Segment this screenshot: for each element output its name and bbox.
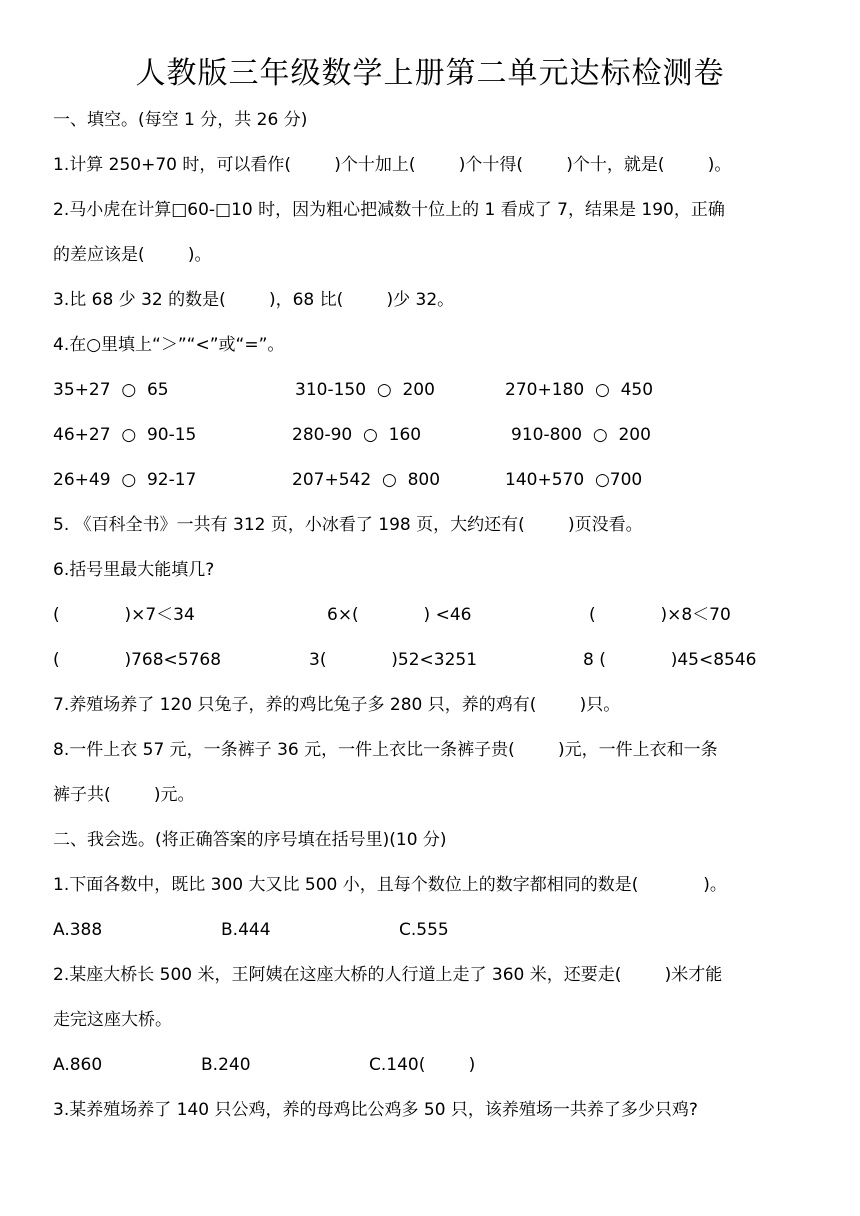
question-1-8-line-2: 裤子共( )元。 — [53, 785, 195, 805]
fill-item: 8 ( )45<8546 — [583, 650, 757, 670]
compare-item: 26+49 ○ 92-17 — [53, 470, 197, 490]
question-1-7: 7.养殖场养了 120 只兔子，养的鸡比兔子多 280 只，养的鸡有( )只。 — [53, 695, 621, 715]
option-a: A.388 — [53, 920, 103, 940]
fill-item: ( )×8＜70 — [589, 605, 731, 625]
fill-item: 6×( ) <46 — [327, 605, 472, 625]
question-1-3: 3.比 68 少 32 的数是( )，68 比( )少 32。 — [53, 290, 455, 310]
compare-item: 140+570 ○700 — [505, 470, 643, 490]
question-1-6: 6.括号里最大能填几? — [53, 560, 215, 580]
fill-item: 3( )52<3251 — [309, 650, 478, 670]
compare-item: 35+27 ○ 65 — [53, 380, 169, 400]
option-a: A.860 — [53, 1055, 103, 1075]
question-1-5: 5. 《百科全书》一共有 312 页，小冰看了 198 页，大约还有( )页没看。 — [53, 515, 643, 535]
section-1-heading: 一、填空。(每空 1 分，共 26 分) — [53, 110, 308, 130]
fill-item: ( )768<5768 — [53, 650, 222, 670]
compare-item: 310-150 ○ 200 — [295, 380, 435, 400]
compare-item: 46+27 ○ 90-15 — [53, 425, 197, 445]
question-2-3: 3.某养殖场养了 140 只公鸡，养的母鸡比公鸡多 50 只，该养殖场一共养了多少只鸡? — [53, 1100, 698, 1120]
option-c: C.555 — [399, 920, 449, 940]
question-1-2-line-2: 的差应该是( )。 — [53, 245, 212, 265]
option-c: C.140( ) — [369, 1055, 476, 1075]
compare-item: 207+542 ○ 800 — [292, 470, 441, 490]
question-1-1: 1.计算 250+70 时，可以看作( )个十加上( )个十得( )个十，就是( )。 — [53, 155, 732, 175]
compare-item: 910-800 ○ 200 — [511, 425, 651, 445]
option-b: B.444 — [221, 920, 271, 940]
question-1-8-line-1: 8.一件上衣 57 元，一条裤子 36 元，一件上衣比一条裤子贵( )元，一件上衣和一条 — [53, 740, 718, 760]
question-2-2-line-2: 走完这座大桥。 — [53, 1010, 172, 1030]
fill-item: ( )×7＜34 — [53, 605, 195, 625]
page-title: 人教版三年级数学上册第二单元达标检测卷 — [135, 56, 725, 91]
compare-item: 270+180 ○ 450 — [505, 380, 654, 400]
compare-item: 280-90 ○ 160 — [292, 425, 422, 445]
question-1-2-line-1: 2.马小虎在计算□60-□10 时，因为粗心把减数十位上的 1 看成了 7，结果是 190，正确 — [53, 200, 725, 220]
question-2-1: 1.下面各数中，既比 300 大又比 500 小，且每个数位上的数字都相同的数是( )。 — [53, 875, 727, 895]
question-1-4: 4.在○里填上“＞”“<”或“=”。 — [53, 335, 285, 355]
option-b: B.240 — [201, 1055, 251, 1075]
section-2-heading: 二、我会选。(将正确答案的序号填在括号里)(10 分) — [53, 830, 447, 850]
question-2-2-line-1: 2.某座大桥长 500 米，王阿姨在这座大桥的人行道上走了 360 米，还要走( )米才能 — [53, 965, 723, 985]
